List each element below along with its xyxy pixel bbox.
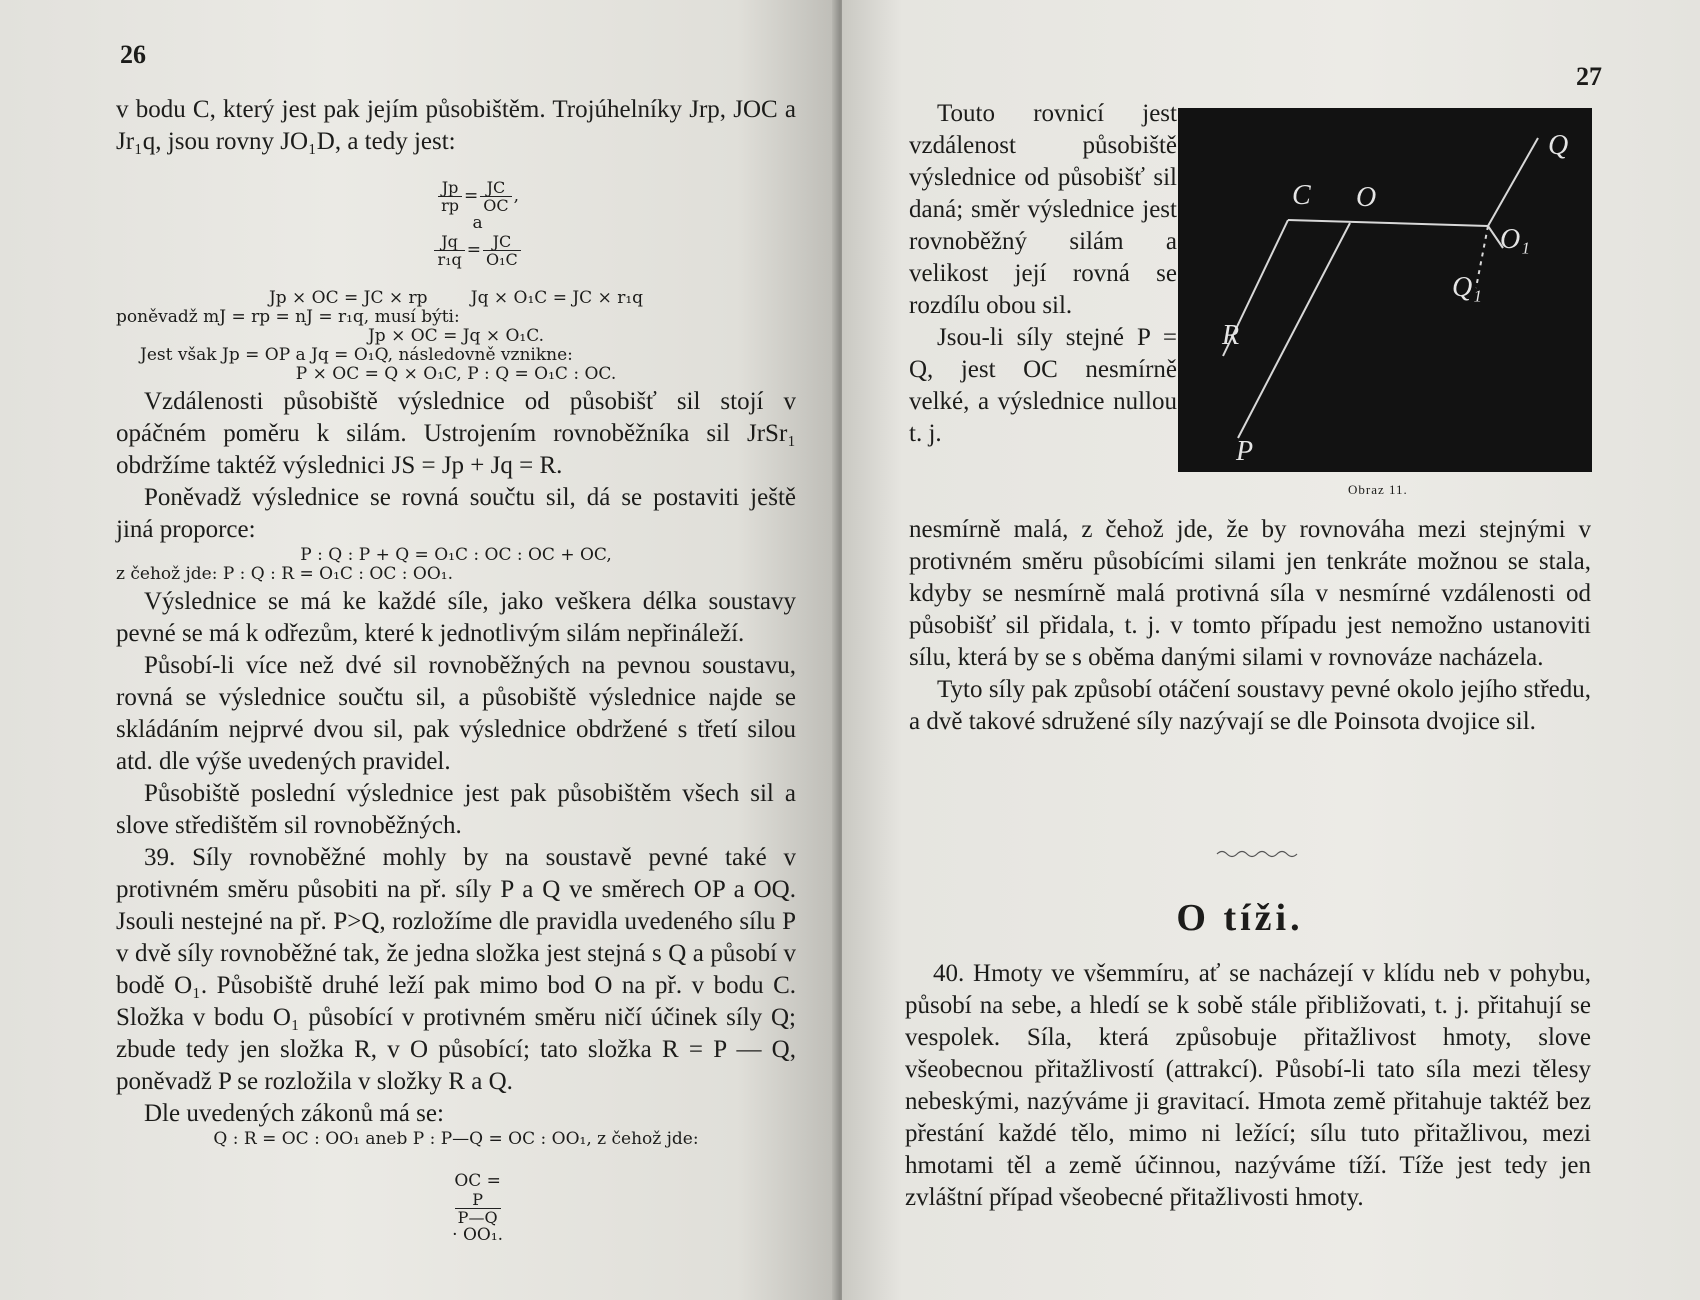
paragraph: 39. Síly rovnoběžné mohly by na soustavě pevné také v protivném směru působiti na př. síly P a Q ve směrech OP a OQ. Jsouli nestejné na př. P>Q, rozložíme dle pravidla uvedeného sílu P v dvě síly rovnoběžné tak, že jedna složka jest stejná s Q a působí v bodě O₁. Působiště druhé leží pak mimo bod O na př. v bodu C. Složka v bodu O₁ působící v protivném směru ničí účinek síly Q; zbude tedy jen složka R, v O působící; tato složka R = P — Q, poněvadž P se rozložila v složky R a Q. bbox=[116, 844, 796, 1095]
equation-line: P × OC = Q × O₁C, P : Q = O₁C : OC. bbox=[295, 364, 617, 384]
equation-line: P : Q : P + Q = O₁C : OC : OC + OC, bbox=[300, 545, 612, 565]
equation-line: poněvadž mJ = rp = nJ = r₁q, musí býti: bbox=[116, 307, 460, 327]
equation-line: Jp × OC = JC × rp Jq × O₁C = JC × r₁q bbox=[268, 288, 644, 308]
paragraph: v bodu C, který jest pak jejím působištěm. Trojúhelníky Jrp, JOC a Jr₁q, jsou rovny JO₁D, a tedy jest: bbox=[116, 96, 796, 155]
paragraph: Poněvadž výslednice se rovná součtu sil, dá se postaviti ještě jiná proporce: bbox=[116, 484, 796, 543]
left-page-text bbox=[116, 94, 796, 1264]
numerator: P bbox=[455, 1191, 501, 1209]
denominator: rp bbox=[441, 196, 460, 215]
figure-label: C bbox=[1292, 180, 1311, 211]
numerator: JC bbox=[483, 233, 521, 251]
denominator: O₁C bbox=[486, 250, 518, 269]
figure-label: O bbox=[1356, 182, 1377, 213]
denominator: r₁q bbox=[437, 250, 462, 269]
paragraph: Působiště poslední výslednice jest pak působištěm všech sil a slove středištěm sil rovnoběžných. bbox=[116, 780, 796, 839]
equation-conjunction: a bbox=[472, 213, 483, 233]
denominator: OC bbox=[483, 196, 509, 215]
force-line-p bbox=[1238, 223, 1350, 438]
figure-label: P bbox=[1236, 436, 1254, 467]
fraction bbox=[480, 179, 511, 214]
equation-fraction-line bbox=[116, 1153, 796, 1264]
fraction bbox=[483, 233, 521, 268]
paragraph: Jsou-li síly stejné P = Q, jest OC nesmírně velké, a výslednice nullou t. j. bbox=[909, 324, 1177, 447]
equation-line: Jp × OC = Jq × O₁C. bbox=[367, 326, 545, 346]
figure-caption: Obraz 11. bbox=[1348, 482, 1408, 497]
numerator: JC bbox=[480, 179, 511, 197]
figure-label: Q₁ bbox=[1452, 272, 1482, 303]
numerator: Jp bbox=[438, 179, 462, 197]
equation-lhs: OC = bbox=[454, 1171, 501, 1191]
paragraph: Působí-li více než dvé sil rovnoběžných na pevnou soustavu, rovná se výslednice součtu sil, a působiště výslednice najde se skládáním nejprvé dvou sil, pak výslednice obdržené s třetí silou atd. dle výše uvedených pravidel. bbox=[116, 652, 796, 775]
wrap-text-block bbox=[909, 98, 1177, 450]
fraction bbox=[438, 179, 462, 214]
equation-line: Q : R = OC : OO₁ aneb P : P—Q = OC : OO₁, z čehož jde: bbox=[213, 1129, 699, 1149]
equation-ratios: $\frac{Jp}{rp}$ = $\frac{JC}{OC}$ , a $\frac{Jq}{\text{r₁q}}$ = $\frac{JC}{\text{O₁C}}$ bbox=[116, 160, 796, 287]
numerator: Jq bbox=[434, 233, 464, 251]
paragraph: Tyto síly pak způsobí otáčení soustavy pevné okolo jejího středu, a dvě takové sdružené síly nazývají se dle Poinsota dvojice sil. bbox=[909, 676, 1591, 735]
fraction bbox=[455, 1191, 501, 1226]
page-number-right: 27 bbox=[1576, 62, 1602, 91]
denominator: P—Q bbox=[457, 1208, 498, 1227]
force-line-q bbox=[1488, 138, 1538, 226]
figure-label: O₁ bbox=[1500, 224, 1530, 255]
paragraph: nesmírně malá, z čehož jde, že by rovnováha mezi stejnými v protivném směru působícími silami jen tenkráte možnou se stala, kdyby se nesmírně malá protivná síla v nesmírné vzdálenosti od působišť sil přidala, t. j. v tomto případu jest nemožno ustanoviti sílu, která by se s oběma danými silami v rovnováze nacházela. bbox=[909, 516, 1591, 671]
paragraph: 40. Hmoty ve všemmíru, ať se nacházejí v klídu neb v pohybu, působí na sebe, a hledí se k sobě stále přibližovati, t. j. přitahují se vespolek. Síla, která způsobuje přitažlivost hmoty, slove všeobecnou přitažlivostí (attrakcí). Působí-li tato síla mezi tělesy nebeskými, nazýváme ji gravitací. Hmota země přitahuje taktéž bez přestání každé tělo, mimo ni ležící; sílu tuto přitažlivou, mezi hmotami těl a země účinnou, nazýváme tíží. Tíže jest tedy jen zvláštní případ všeobecné přitažlivosti hmoty. bbox=[905, 960, 1591, 1211]
parallel-forces-diagram bbox=[1178, 108, 1592, 472]
paragraph: Vzdálenosti působiště výslednice od působišť sil stojí v opáčném poměru k silám. Ustrojením rovnoběžníka sil JrSr₁ obdržíme taktéž výslednici JS = Jp + Jq = R. bbox=[116, 388, 796, 479]
page-number-left: 26 bbox=[120, 40, 146, 69]
left-page bbox=[0, 0, 838, 1300]
figure-label: R bbox=[1222, 320, 1240, 351]
equation-rhs: · OO₁. bbox=[452, 1225, 504, 1245]
equation-line: z čehož jde: P : Q : R = O₁C : OC : OO₁. bbox=[116, 564, 453, 584]
paragraph: Výslednice se má ke každé síle, jako veškera délka soustavy pevné se má k odřezům, které k jednotlivým silám nepřináleží. bbox=[116, 588, 796, 647]
paragraph: Dle uvedených zákonů má se: bbox=[144, 1100, 444, 1127]
section-divider-ornament bbox=[1215, 848, 1305, 860]
lever-line bbox=[1288, 220, 1488, 226]
right-page-section-text bbox=[905, 958, 1591, 1214]
equation-line: Jest však Jp = OP a Jq = O₁Q, následovně vznikne: bbox=[140, 345, 573, 365]
right-page-text bbox=[909, 514, 1591, 738]
figure-label: Q bbox=[1548, 130, 1569, 161]
section-heading: O tíži. bbox=[1176, 897, 1304, 939]
figure-11 bbox=[1178, 108, 1592, 472]
fraction bbox=[434, 233, 464, 268]
paragraph: Touto rovnicí jest vzdálenost působiště výslednice od působišť sil daná; směr výslednice jest rovnoběžný silám a velikost její rovná se rozdílu obou sil. bbox=[909, 100, 1177, 319]
